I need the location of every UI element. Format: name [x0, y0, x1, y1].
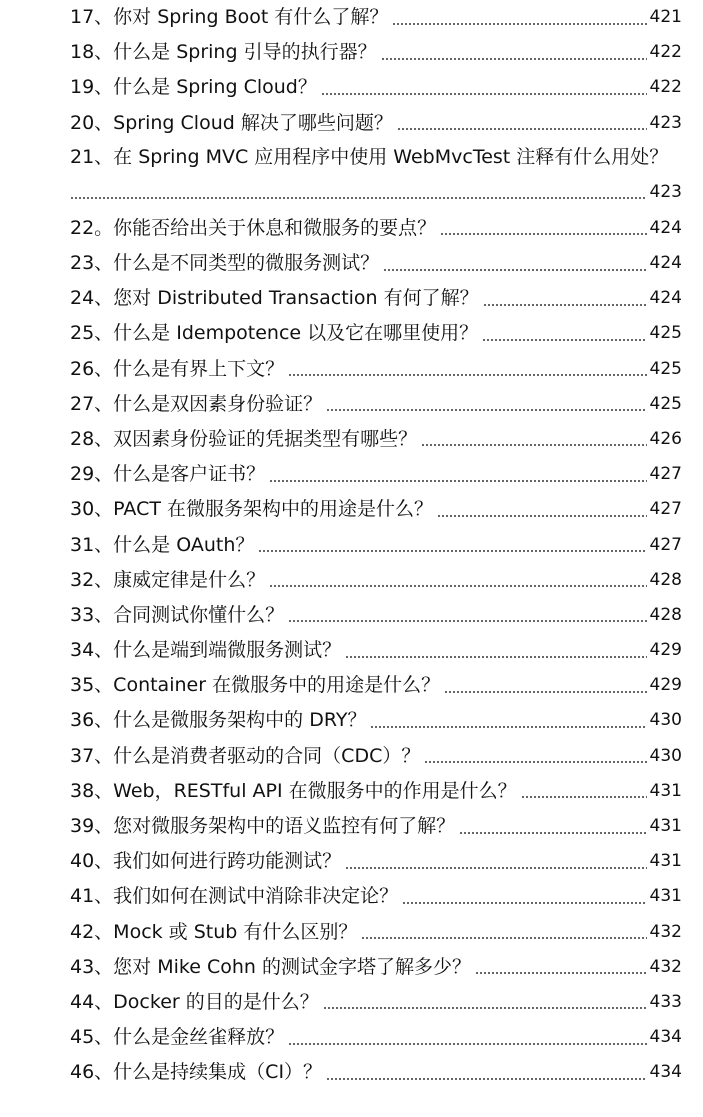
toc-dot-leader	[269, 585, 647, 587]
toc-dot-leader	[361, 937, 647, 939]
toc-entry[interactable]	[70, 879, 682, 914]
toc-entry[interactable]	[70, 563, 682, 598]
toc-dot-leader	[392, 23, 647, 25]
toc-entry-page: 434	[649, 1027, 682, 1048]
toc-entry-title: 40、我们如何进行跨功能测试？	[70, 850, 342, 873]
toc-entry-page: 428	[649, 569, 682, 590]
toc-entry[interactable]	[70, 668, 682, 703]
toc-entry[interactable]	[70, 281, 682, 316]
toc-entry[interactable]	[70, 422, 682, 457]
toc-entry[interactable]	[70, 387, 682, 422]
toc-dot-leader	[421, 444, 647, 446]
toc-dot-leader	[437, 515, 647, 517]
toc-entry-page: 430	[649, 745, 682, 766]
toc-dot-leader	[483, 304, 647, 306]
toc-entry-page: 424	[649, 288, 682, 309]
toc-dot-leader	[326, 1078, 647, 1080]
toc-entry[interactable]	[70, 246, 682, 281]
toc-entry-title: 35、Container 在微服务中的用途是什么？	[70, 674, 441, 697]
toc-entry-page: 431	[649, 816, 682, 837]
toc-entry-title: 26、什么是有界上下文？	[70, 357, 285, 380]
toc-entry-page: 434	[649, 1062, 682, 1083]
toc-entry-title: 21、在 Spring MVC 应用程序中使用 WebMvcTest 注释有什么用处？	[70, 145, 669, 168]
toc-entry-wrapped[interactable]	[70, 141, 682, 174]
toc-entry[interactable]	[70, 352, 682, 387]
toc-entry-title: 46、什么是持续集成（CI）？	[70, 1061, 323, 1084]
toc-entry-title: 33、合同测试你懂什么？	[70, 603, 285, 626]
toc-entry[interactable]	[70, 316, 682, 351]
toc-dot-leader	[397, 128, 647, 130]
toc-dot-leader	[370, 726, 647, 728]
toc-entry-title: 25、什么是 Idempotence 以及它在哪里使用？	[70, 322, 479, 345]
toc-entry[interactable]	[70, 527, 682, 562]
toc-dot-leader	[424, 761, 647, 763]
toc-entry[interactable]	[70, 844, 682, 879]
toc-entry-title: 18、什么是 Spring 引导的执行器？	[70, 41, 377, 64]
toc-entry-title: 30、PACT 在微服务架构中的用途是什么？	[70, 498, 433, 521]
toc-entry-title: 28、双因素身份验证的凭据类型有哪些？	[70, 427, 418, 450]
toc-dot-leader	[321, 93, 647, 95]
toc-dot-leader	[475, 972, 647, 974]
toc-entry-title: 45、什么是金丝雀释放？	[70, 1026, 285, 1049]
toc-entry-page: 423	[649, 112, 682, 133]
toc-entry-title: 37、什么是消费者驱动的合同（CDC）？	[70, 744, 421, 767]
toc-entry[interactable]	[70, 809, 682, 844]
toc-dot-leader	[323, 1007, 647, 1009]
toc-entry-title: 31、什么是 OAuth？	[70, 533, 255, 556]
toc-entry[interactable]	[70, 457, 682, 492]
toc-entry-title: 23、什么是不同类型的微服务测试？	[70, 252, 380, 275]
toc-dot-leader	[383, 269, 647, 271]
toc-dot-leader	[521, 796, 647, 798]
toc-entry[interactable]	[70, 703, 682, 738]
toc-entry[interactable]	[70, 492, 682, 527]
toc-dot-leader	[345, 867, 647, 869]
toc-entry[interactable]	[70, 598, 682, 633]
toc-entry[interactable]	[70, 70, 682, 105]
toc-entry[interactable]	[70, 739, 682, 774]
toc-entry-page: 429	[649, 640, 682, 661]
toc-entry-page: 427	[649, 464, 682, 485]
toc-entry-page: 424	[649, 253, 682, 274]
toc-entry-page: 432	[649, 956, 682, 977]
toc-entry-title: 43、您对 Mike Cohn 的测试金字塔了解多少？	[70, 955, 471, 978]
toc-dot-leader	[482, 339, 647, 341]
toc-dot-leader	[288, 374, 647, 376]
toc-entry-title: 34、什么是端到端微服务测试？	[70, 639, 342, 662]
toc-entry-title: 38、Web，RESTful API 在微服务中的作用是什么？	[70, 779, 517, 802]
toc-dot-leader	[258, 550, 647, 552]
toc-entry-page: 429	[649, 675, 682, 696]
toc-entry-title: 22。你能否给出关于休息和微服务的要点？	[70, 216, 437, 239]
toc-entry-title: 19、什么是 Spring Cloud？	[70, 76, 317, 99]
toc-entry[interactable]	[70, 211, 682, 246]
toc-entry-title: 41、我们如何在测试中消除非决定论？	[70, 885, 399, 908]
toc-entry-page: 431	[649, 851, 682, 872]
toc-entry-title: 42、Mock 或 Stub 有什么区别？	[70, 920, 358, 943]
toc-entry[interactable]	[70, 35, 682, 70]
toc-entry-title: 36、什么是微服务架构中的 DRY？	[70, 709, 367, 732]
toc-entry-title: 39、您对微服务架构中的语义监控有何了解？	[70, 815, 456, 838]
toc-entry-page: 424	[649, 217, 682, 238]
toc-entry-page: 433	[649, 991, 682, 1012]
toc-entry-page: 432	[649, 921, 682, 942]
toc-entry-page: 427	[649, 499, 682, 520]
toc-entry-continuation[interactable]	[70, 174, 682, 211]
toc-entry-page: 431	[649, 780, 682, 801]
toc-entry-page: 423	[649, 181, 682, 202]
toc-dot-leader	[440, 233, 647, 235]
toc-entry-page: 422	[649, 42, 682, 63]
toc-entry[interactable]	[70, 1020, 682, 1055]
toc-dot-leader	[345, 656, 647, 658]
toc-dot-leader	[269, 480, 647, 482]
toc-dot-leader	[288, 1043, 647, 1045]
toc-entry-page: 425	[649, 323, 682, 344]
toc-entry[interactable]	[70, 774, 682, 809]
toc-entry-title: 17、你对 Spring Boot 有什么了解？	[70, 6, 389, 29]
toc-entry-page: 430	[649, 710, 682, 731]
toc-entry-title: 24、您对 Distributed Transaction 有何了解？	[70, 287, 479, 310]
toc-dot-leader	[288, 620, 647, 622]
toc-entry[interactable]	[70, 985, 682, 1020]
toc-dot-leader	[381, 58, 647, 60]
toc-entry-page: 426	[649, 428, 682, 449]
toc-entry-page: 428	[649, 604, 682, 625]
toc-entry-page: 425	[649, 358, 682, 379]
toc-dot-leader	[402, 902, 647, 904]
toc-entry[interactable]	[70, 950, 682, 985]
toc-dot-leader	[459, 832, 647, 834]
toc-entry[interactable]	[70, 0, 682, 35]
toc-entry-page: 422	[649, 77, 682, 98]
toc-entry[interactable]	[70, 1055, 682, 1090]
toc-entry-page: 431	[649, 886, 682, 907]
toc-entry-title: 27、什么是双因素身份验证？	[70, 392, 323, 415]
table-of-contents	[70, 0, 682, 1090]
toc-entry[interactable]	[70, 915, 682, 950]
toc-entry-page: 425	[649, 393, 682, 414]
toc-entry[interactable]	[70, 106, 682, 141]
toc-entry[interactable]	[70, 633, 682, 668]
toc-entry-page: 421	[649, 7, 682, 28]
toc-entry-title: 20、Spring Cloud 解决了哪些问题？	[70, 111, 393, 134]
toc-dot-leader	[70, 197, 647, 199]
toc-dot-leader	[326, 409, 647, 411]
toc-entry-title: 29、什么是客户证书？	[70, 463, 266, 486]
toc-entry-page: 427	[649, 534, 682, 555]
toc-entry-title: 32、康威定律是什么？	[70, 568, 266, 591]
toc-dot-leader	[444, 691, 647, 693]
toc-entry-title: 44、Docker 的目的是什么？	[70, 990, 319, 1013]
